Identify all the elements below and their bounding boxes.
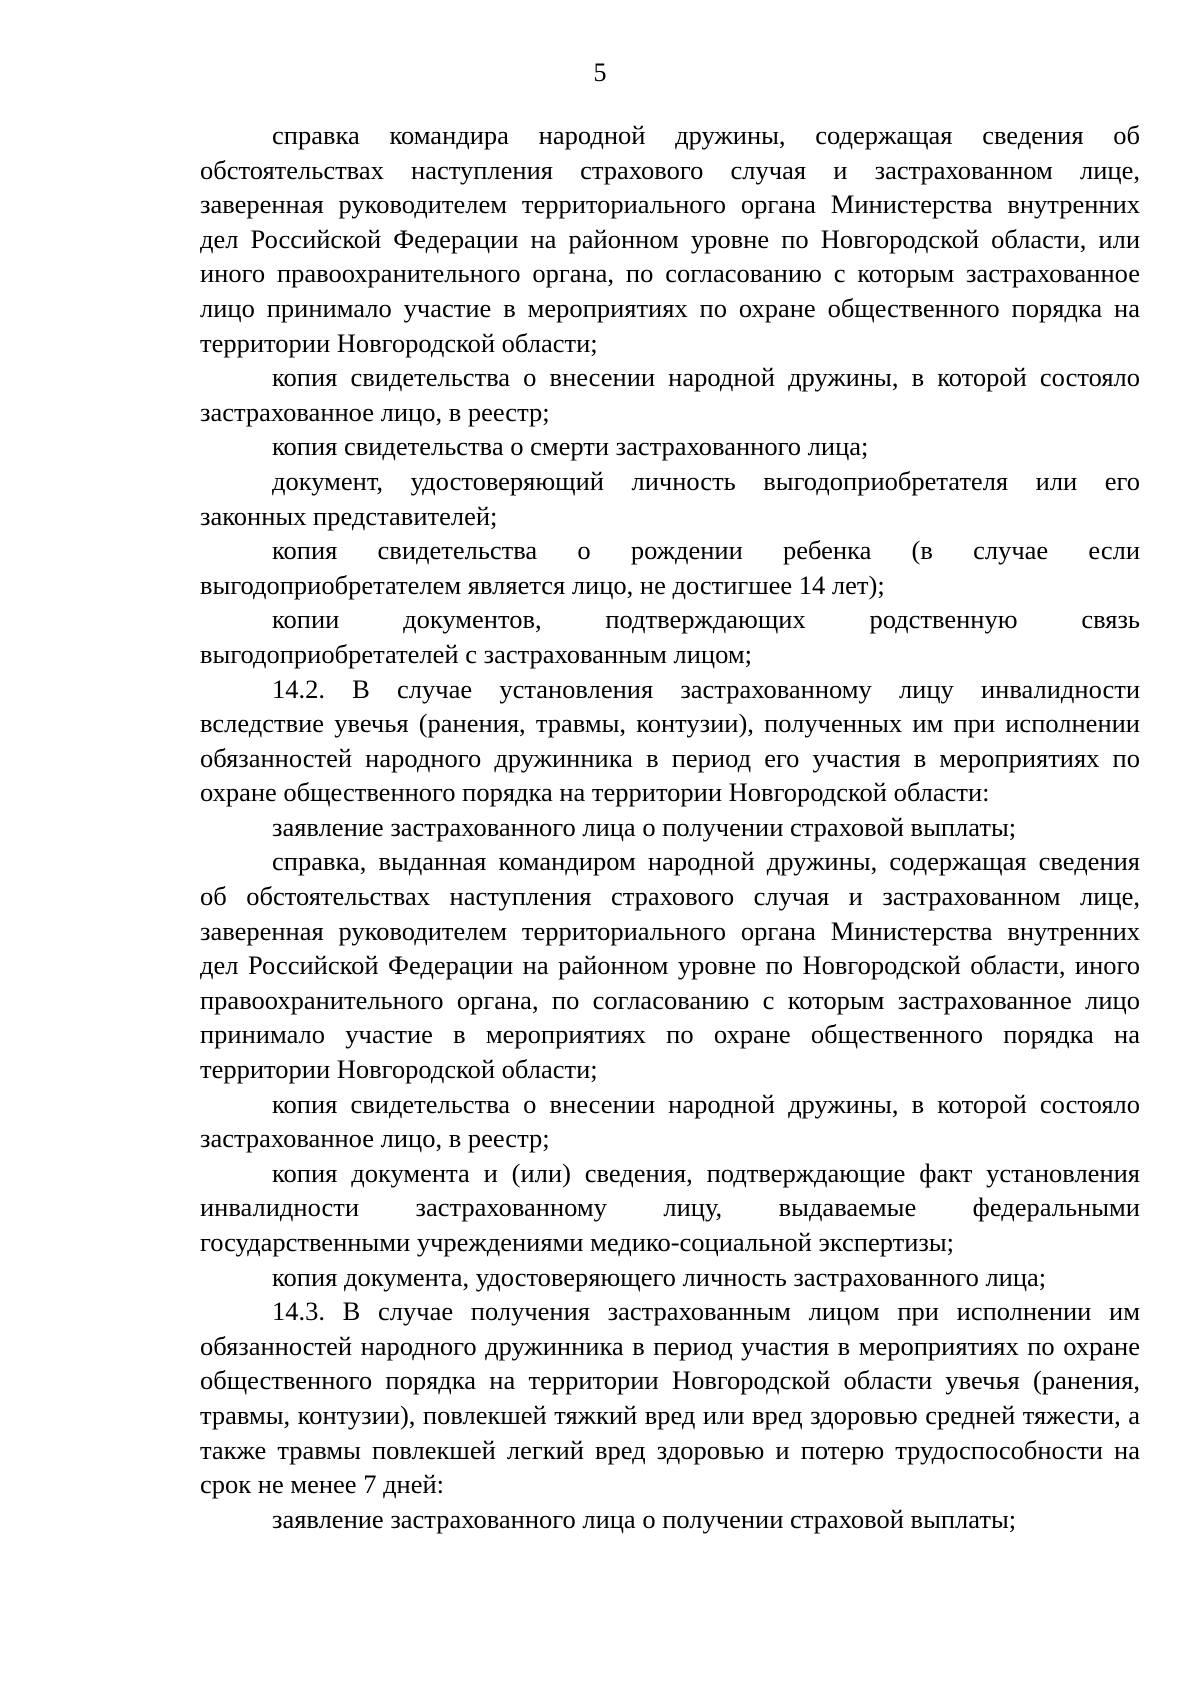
paragraph-birth-certificate: копия свидетельства о рождении ребенка (в случае если выгодоприобретателем является лицо, не достигшее 14 лет); xyxy=(200,535,1140,600)
paragraph-registry-certificate: копия свидетельства о внесении народной дружины, в которой состояло застрахованное лицо, в реестр; xyxy=(200,362,1140,427)
paragraph-section-14-3: 14.3. В случае получения застрахованным лицом при исполнении им обязанностей народного дружинника в период участия в мероприятиях по охране общественного порядка на территории Новгородской области увечья (ранения, травмы, контузии), повлекшей тяжкий вред или вред здоровью средней тяжести, а также травмы повлекшей легкий вред здоровью и потерю трудоспособности на срок не менее 7 дней: xyxy=(200,1296,1140,1500)
paragraph-section-14-2: 14.2. В случае установления застрахованному лицу инвалидности вследствие увечья (ранения, травмы, контузии), полученных им при исполнении обязанностей народного дружинника в период его участия в мероприятиях по охране общественного порядка на территории Новгородской области: xyxy=(200,673,1140,808)
paragraph-commander-certificate: справка командира народной дружины, содержащая сведения об обстоятельствах наступления страхового случая и застрахованном лице, заверенная руководителем территориального органа Министерства внутренних дел Российской Федерации на районном уровне по Новгородской области, или иного правоохранительного органа, по согласованию с которым застрахованное лицо принимало участие в мероприятиях по охране общественного порядка на территории Новгородской области; xyxy=(200,120,1140,358)
paragraph-kinship-documents: копии документов, подтверждающих родственную связь выгодоприобретателей с застрахованным лицом; xyxy=(200,604,1140,669)
paragraph-disability-documents: копия документа и (или) сведения, подтверждающие факт установления инвалидности застрахованному лицу, выдаваемые федеральными государственными учреждениями медико-социальной экспертизы; xyxy=(200,1157,1140,1257)
paragraph-payment-application: заявление застрахованного лица о получении страховой выплаты; xyxy=(272,811,1017,842)
paragraph-insured-identity: копия документа, удостоверяющего личность застрахованного лица; xyxy=(272,1261,1047,1292)
paragraph-death-certificate: копия свидетельства о смерти застрахованного лица; xyxy=(272,431,869,462)
paragraph-registry-certificate-2: копия свидетельства о внесении народной дружины, в которой состояло застрахованное лицо, в реестр; xyxy=(200,1088,1140,1154)
paragraph-beneficiary-identity: документ, удостоверяющий личность выгодоприобретателя или его законных представителей; xyxy=(200,465,1140,531)
page-number: 5 xyxy=(593,58,607,87)
document-body xyxy=(200,118,1140,1536)
paragraph-payment-application-2: заявление застрахованного лица о получении страховой выплаты; xyxy=(272,1503,1017,1534)
paragraph-commander-certificate-issued: справка, выданная командиром народной дружины, содержащая сведения об обстоятельствах наступления страхового случая и застрахованном лице, заверенная руководителем территориального органа Министерства внутренних дел Российской Федерации на районном уровне по Новгородской области, иного правоохранительного органа, по согласованию с которым застрахованное лицо принимало участие в мероприятиях по охране общественного порядка на территории Новгородской области; xyxy=(200,846,1140,1085)
